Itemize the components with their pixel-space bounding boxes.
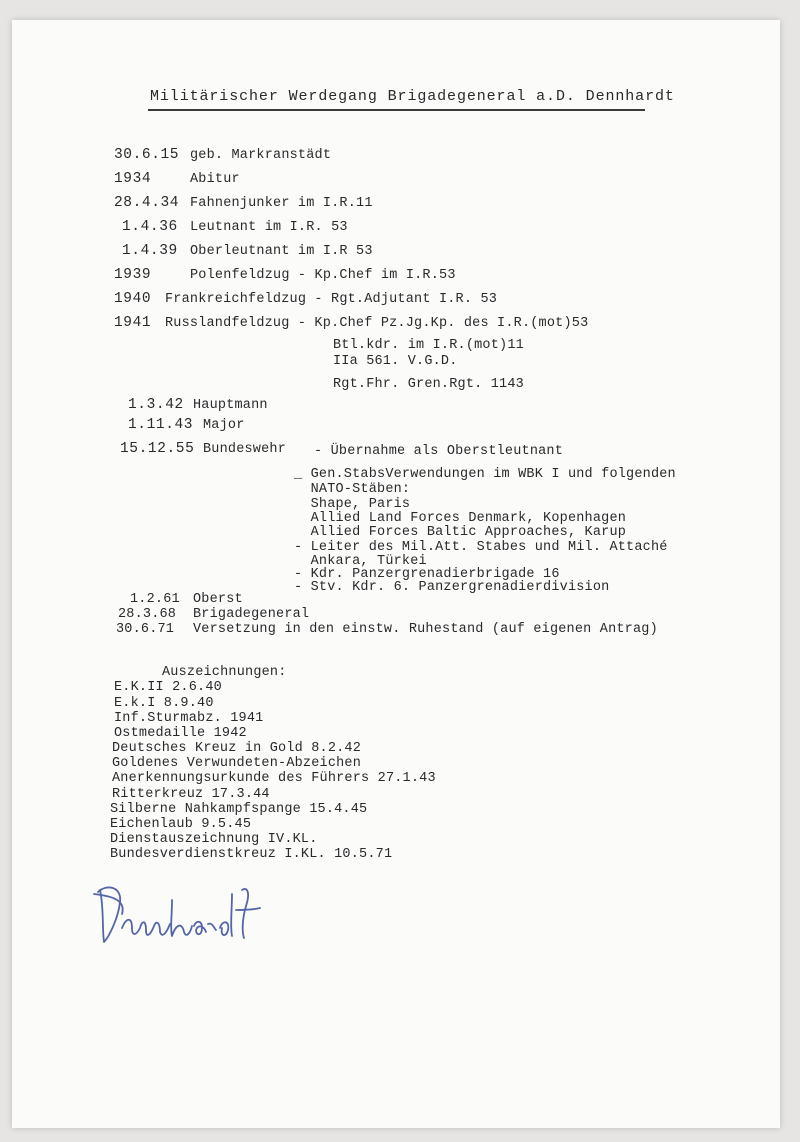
career-date: 1.4.39: [122, 243, 178, 259]
career-date: 1941: [114, 315, 152, 331]
posting-line: - Stv. Kdr. 6. Panzergrenadierdivision: [294, 580, 610, 595]
posting-line: _ Gen.StabsVerwendungen im WBK I und folgenden: [294, 467, 676, 482]
career-text: Russlandfeldzug - Kp.Chef Pz.Jg.Kp. des I.R.(mot)53: [165, 316, 589, 331]
rank-text: Versetzung in den einstw. Ruhestand (auf eigenen Antrag): [193, 622, 658, 637]
rank-text: Oberst: [193, 592, 243, 607]
promotion-text: Major: [203, 418, 245, 433]
career-date: 28.4.34: [114, 195, 180, 211]
award-item: Deutsches Kreuz in Gold 8.2.42: [112, 741, 362, 756]
document-title: Militärischer Werdegang Brigadegeneral a.D. Dennhardt: [150, 88, 675, 105]
post-line: IIa 561. V.G.D.: [333, 354, 458, 369]
award-item: Silberne Nahkampfspange 15.4.45: [110, 802, 368, 817]
post-line: Rgt.Fhr. Gren.Rgt. 1143: [333, 377, 524, 392]
bundeswehr-label: Bundeswehr: [203, 442, 287, 457]
promotion-date: 1.11.43: [128, 417, 194, 433]
rank-text: Brigadegeneral: [193, 607, 310, 622]
signature-image: [92, 880, 282, 950]
career-text: geb. Markranstädt: [190, 148, 332, 163]
award-item: Dienstauszeichnung IV.KL.: [110, 832, 318, 847]
posting-line: - Kdr. Panzergrenadierbrigade 16: [294, 567, 560, 582]
career-date: 1.4.36: [122, 219, 178, 235]
award-item: Ostmedaille 1942: [114, 726, 247, 741]
rank-date: 30.6.71: [116, 622, 175, 637]
award-item: E.K.II 2.6.40: [114, 680, 222, 695]
rank-date: 28.3.68: [118, 607, 177, 622]
career-text: Oberleutnant im I.R 53: [190, 244, 373, 259]
promotion-date: 1.3.42: [128, 397, 184, 413]
career-date: 1934: [114, 171, 152, 187]
career-date: 30.6.15: [114, 147, 180, 163]
award-item: Ritterkreuz 17.3.44: [112, 787, 270, 802]
posting-line: Allied Forces Baltic Approaches, Karup: [294, 525, 627, 540]
post-line: Btl.kdr. im I.R.(mot)11: [333, 338, 524, 353]
posting-line: Ankara, Türkei: [294, 554, 427, 569]
title-underline: [148, 109, 645, 111]
bundeswehr-date: 15.12.55: [120, 441, 195, 457]
bundeswehr-text: - Übernahme als Oberstleutnant: [314, 444, 564, 459]
career-text: Leutnant im I.R. 53: [190, 220, 348, 235]
award-item: Inf.Sturmabz. 1941: [114, 711, 264, 726]
posting-line: Allied Land Forces Denmark, Kopenhagen: [294, 511, 627, 526]
award-item: Bundesverdienstkreuz I.KL. 10.5.71: [110, 847, 393, 862]
award-item: E.k.I 8.9.40: [114, 696, 214, 711]
career-text: Abitur: [190, 172, 240, 187]
career-text: Polenfeldzug - Kp.Chef im I.R.53: [190, 268, 456, 283]
award-item: Goldenes Verwundeten-Abzeichen: [112, 756, 362, 771]
rank-date: 1.2.61: [130, 592, 180, 607]
career-date: 1939: [114, 267, 152, 283]
award-item: Eichenlaub 9.5.45: [110, 817, 252, 832]
award-item: Anerkennungsurkunde des Führers 27.1.43: [112, 771, 436, 786]
posting-line: NATO-Stäben:: [294, 482, 411, 497]
posting-line: - Leiter des Mil.Att. Stabes und Mil. Attaché: [294, 540, 668, 555]
posting-line: Shape, Paris: [294, 497, 411, 512]
career-text: Fahnenjunker im I.R.11: [190, 196, 373, 211]
career-text: Frankreichfeldzug - Rgt.Adjutant I.R. 53: [165, 292, 498, 307]
awards-heading: Auszeichnungen:: [162, 665, 287, 680]
promotion-text: Hauptmann: [193, 398, 268, 413]
career-date: 1940: [114, 291, 152, 307]
